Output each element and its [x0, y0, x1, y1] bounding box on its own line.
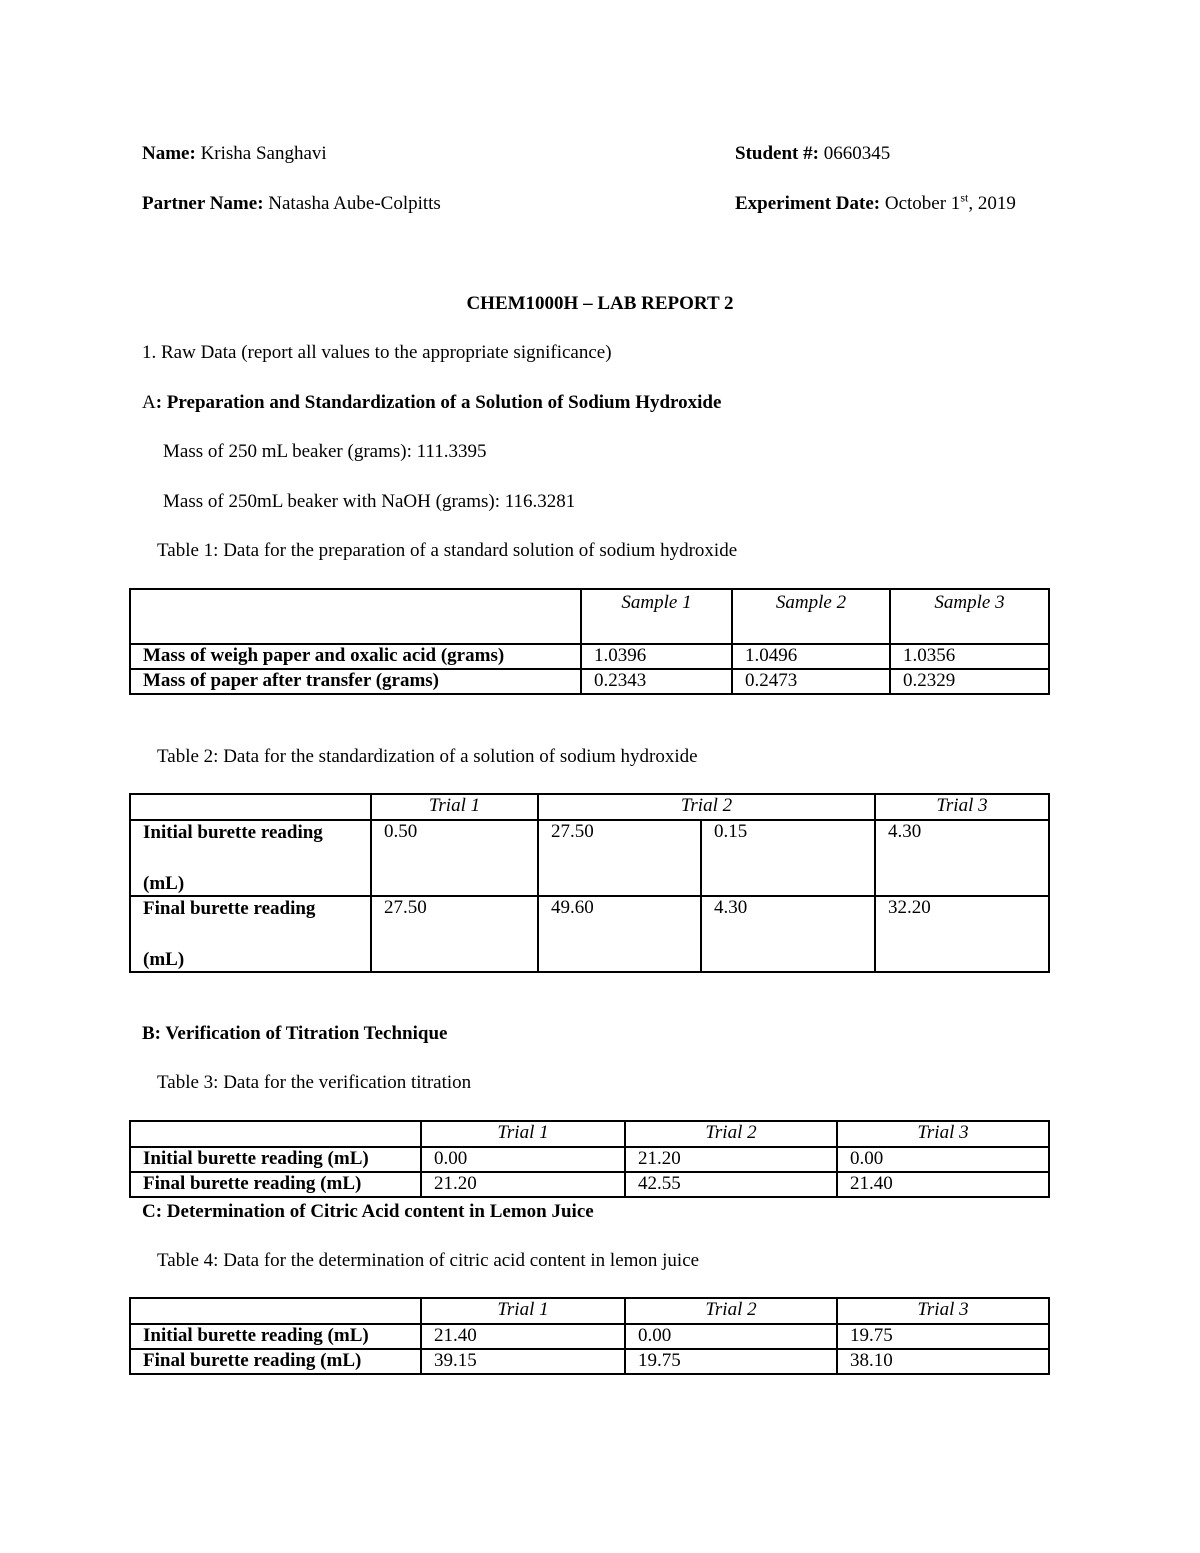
raw-data-heading: 1. Raw Data (report all values to the appropriate significance)	[142, 342, 612, 363]
column-header: Sample 3	[890, 589, 1049, 644]
table-row	[130, 589, 1049, 644]
table-cell: 21.20	[625, 1147, 837, 1172]
row-label: Final burette reading (mL)	[130, 896, 371, 972]
student-number-line	[735, 142, 890, 166]
table-cell: 0.50	[371, 820, 538, 896]
table-cell: 1.0396	[581, 644, 732, 669]
experiment-date-line	[735, 192, 1016, 216]
name-value: Krisha Sanghavi	[200, 143, 327, 164]
table-cell: 4.30	[875, 820, 1049, 896]
table-cell: 0.2473	[732, 669, 890, 694]
table-cell: 0.00	[625, 1324, 837, 1349]
table-cell: 38.10	[837, 1349, 1049, 1374]
row-label: Final burette reading (mL)	[130, 1349, 421, 1374]
table4	[129, 1297, 1050, 1375]
table-row	[130, 1172, 1049, 1197]
section-a-heading: A: Preparation and Standardization of a Solution of Sodium Hydroxide	[142, 392, 722, 413]
partner-name-line	[142, 192, 441, 216]
mass-beaker-naoh-line: Mass of 250mL beaker with NaOH (grams): 116.3281	[163, 491, 576, 512]
column-header: Trial 1	[421, 1298, 625, 1324]
row-label: Initial burette reading (mL)	[130, 820, 371, 896]
table2-caption: Table 2: Data for the standardization of a solution of sodium hydroxide	[157, 746, 698, 767]
section-b-heading: B: Verification of Titration Technique	[142, 1023, 448, 1044]
column-header: Trial 1	[371, 794, 538, 820]
column-header: Trial 2	[538, 794, 875, 820]
table4-caption: Table 4: Data for the determination of citric acid content in lemon juice	[157, 1250, 700, 1271]
table-cell: 1.0496	[732, 644, 890, 669]
experiment-date-label: Experiment Date:	[735, 193, 881, 214]
table-cell: 32.20	[875, 896, 1049, 972]
table-cell: 42.55	[625, 1172, 837, 1197]
table-cell	[130, 794, 371, 820]
table-row	[130, 896, 1049, 972]
column-header: Trial 3	[875, 794, 1049, 820]
table-cell: 21.40	[421, 1324, 625, 1349]
table-row	[130, 820, 1049, 896]
table-row	[130, 1349, 1049, 1374]
table-row	[130, 1298, 1049, 1324]
column-header: Sample 2	[732, 589, 890, 644]
table-cell: 49.60	[538, 896, 701, 972]
table3-caption: Table 3: Data for the verification titration	[157, 1072, 472, 1093]
table-row	[130, 794, 1049, 820]
table-cell: 0.2329	[890, 669, 1049, 694]
row-label: Initial burette reading (mL)	[130, 1324, 421, 1349]
mass-beaker-line: Mass of 250 mL beaker (grams): 111.3395	[163, 441, 487, 462]
column-header: Trial 1	[421, 1121, 625, 1147]
table-cell	[130, 1298, 421, 1324]
column-header: Trial 2	[625, 1298, 837, 1324]
row-label: Mass of weigh paper and oxalic acid (grams)	[130, 644, 581, 669]
table-cell: 19.75	[837, 1324, 1049, 1349]
row-label: Mass of paper after transfer (grams)	[130, 669, 581, 694]
table-cell	[130, 589, 581, 644]
table2	[129, 793, 1050, 973]
table3	[129, 1120, 1050, 1198]
table-cell: 4.30	[701, 896, 875, 972]
student-number-label: Student #:	[735, 143, 819, 164]
table-cell: 1.0356	[890, 644, 1049, 669]
column-header: Trial 3	[837, 1298, 1049, 1324]
table1-caption: Table 1: Data for the preparation of a standard solution of sodium hydroxide	[157, 540, 738, 561]
table-cell: 0.15	[701, 820, 875, 896]
column-header: Trial 3	[837, 1121, 1049, 1147]
table-row	[130, 1147, 1049, 1172]
table-row	[130, 669, 1049, 694]
table-cell: 0.00	[421, 1147, 625, 1172]
table1	[129, 588, 1050, 695]
table-row	[130, 1121, 1049, 1147]
student-number-value: 0660345	[823, 143, 891, 164]
table-cell	[130, 1121, 421, 1147]
report-title: CHEM1000H – LAB REPORT 2	[466, 293, 734, 314]
section-c-heading: C: Determination of Citric Acid content in Lemon Juice	[142, 1201, 594, 1222]
partner-name-value: Natasha Aube-Colpitts	[268, 193, 441, 214]
table-cell: 0.00	[837, 1147, 1049, 1172]
column-header: Trial 2	[625, 1121, 837, 1147]
experiment-date-value: October 1st, 2019	[884, 190, 1016, 214]
column-header: Sample 1	[581, 589, 732, 644]
table-cell: 27.50	[371, 896, 538, 972]
name-label: Name:	[142, 143, 196, 164]
table-cell: 21.20	[421, 1172, 625, 1197]
table-cell: 0.2343	[581, 669, 732, 694]
row-label: Initial burette reading (mL)	[130, 1147, 421, 1172]
partner-name-label: Partner Name:	[142, 193, 264, 214]
table-cell: 19.75	[625, 1349, 837, 1374]
table-cell: 39.15	[421, 1349, 625, 1374]
row-label: Final burette reading (mL)	[130, 1172, 421, 1197]
table-row	[130, 644, 1049, 669]
student-name-line	[142, 142, 327, 166]
table-cell: 27.50	[538, 820, 701, 896]
table-cell: 21.40	[837, 1172, 1049, 1197]
table-row	[130, 1324, 1049, 1349]
